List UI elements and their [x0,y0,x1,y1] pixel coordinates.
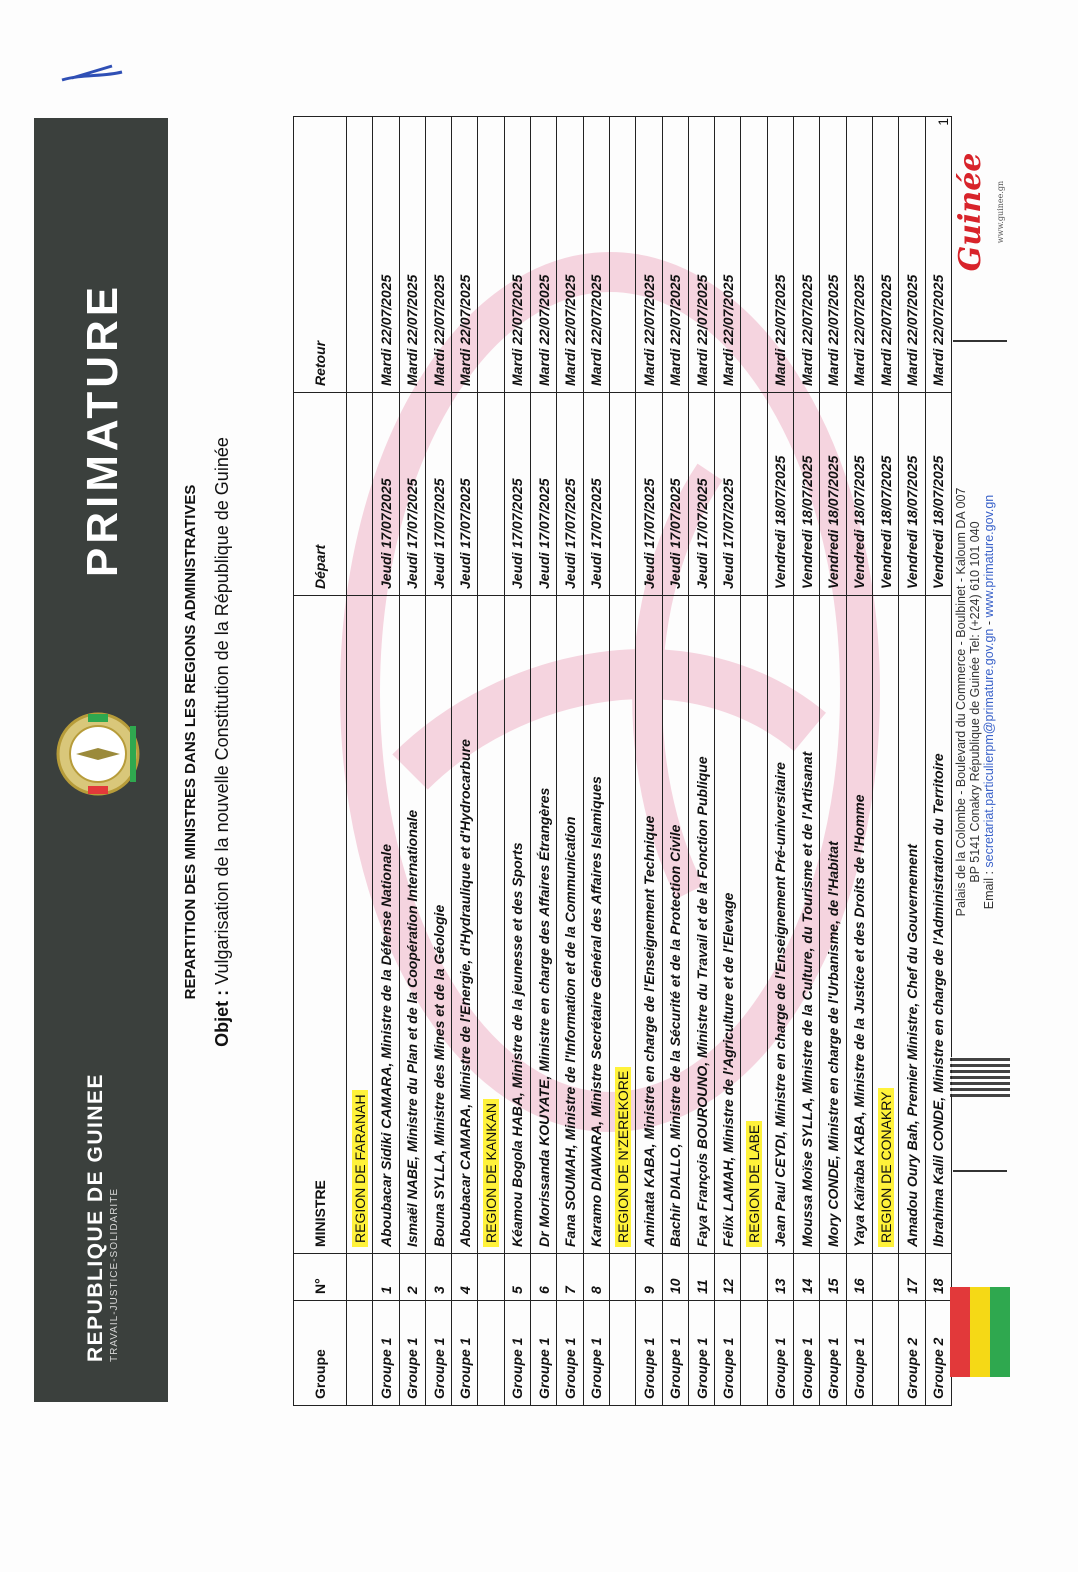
cell-depart: Jeudi 17/07/2025 [425,393,451,596]
table-row [452,117,478,1406]
cell-groupe: Groupe 1 [767,1301,793,1406]
cell-groupe: Groupe 1 [636,1301,662,1406]
cell-num [478,1254,504,1301]
minister-role: Ministre Secrétaire Général des Affaires Islamiques [588,776,605,1118]
table-row [583,117,609,1406]
minister-name: Bouna SYLLA, [430,1149,447,1247]
cell-depart: Vendredi 18/07/2025 [846,393,872,596]
minister-role: Ministre de l'Agriculture et de l'Elevage [719,892,736,1153]
cell-region [347,596,373,1254]
cell-num [741,1254,767,1301]
region-label: REGION DE KANKAN [483,1099,499,1247]
table-row [531,117,557,1406]
cell-depart: Jeudi 17/07/2025 [504,393,530,596]
cell-retour: Mardi 22/07/2025 [688,117,714,393]
office-title: PRIMATURE [78,282,127,578]
cell-region [478,596,504,1254]
cell-groupe: Groupe 1 [399,1301,425,1406]
flag-stripe-green [990,1287,1010,1377]
cell-retour: Mardi 22/07/2025 [925,117,951,393]
cell-num: 9 [636,1254,662,1301]
cell-retour: Mardi 22/07/2025 [767,117,793,393]
cell-groupe: Groupe 1 [452,1301,478,1406]
email-link[interactable]: secretariat.particulierpm@primature.gov.gn [982,628,996,868]
table-header-row [294,117,347,1406]
ministers-table [293,116,952,1406]
cell-ministre [504,596,530,1254]
cell-num: 12 [715,1254,741,1301]
table-row [425,117,451,1406]
table-row [899,117,925,1406]
cell-num: 7 [557,1254,583,1301]
minister-name: Faya François BOUROUNO, [693,1061,710,1247]
cell-num: 6 [531,1254,557,1301]
cell-num [347,1254,373,1301]
cell-depart: Jeudi 17/07/2025 [662,393,688,596]
cell-groupe [609,1301,635,1406]
brand-url: www.guinee.gn [996,180,1005,244]
minister-name: Fana SOUMAH, [562,1144,579,1247]
cell-depart: Jeudi 17/07/2025 [636,393,662,596]
minister-role: Ministre en charge de l'Enseignement Pré-universitaire [772,762,789,1128]
objet-text: Vulgarisation de la nouvelle Constitution de la République de Guinée [212,437,232,985]
cell-retour [347,117,373,393]
cell-num: 11 [688,1254,714,1301]
table-row [662,117,688,1406]
table-row [688,117,714,1406]
cell-depart: Jeudi 17/07/2025 [715,393,741,596]
brand-name: Guinée [953,152,988,272]
cell-retour: Mardi 22/07/2025 [636,117,662,393]
cell-depart [478,393,504,596]
table-row [636,117,662,1406]
region-row [609,117,635,1406]
signature-mark [52,52,132,92]
cell-ministre [399,596,425,1254]
minister-name: Jean Paul CEYDI, [772,1131,789,1247]
minister-name: Yaya Kaïraba KABA, [851,1111,868,1247]
region-row [872,117,898,1406]
cell-depart [609,393,635,596]
cell-groupe [478,1301,504,1406]
cell-ministre [899,596,925,1254]
guinee-brand-logo [953,152,1016,272]
cell-groupe: Groupe 2 [925,1301,951,1406]
minister-name: Bachir DIALLO, [667,1143,684,1247]
minister-role: Ministre de l'Information et de la Communication [562,816,579,1141]
cell-ministre [452,596,478,1254]
footer-address [954,382,996,1022]
footer-separator [953,1170,1007,1172]
minister-role: Ministre de la jeunesse et des Sports [509,842,526,1089]
minister-name: Félix LAMAH, [719,1156,736,1247]
cell-retour [609,117,635,393]
cell-num: 14 [794,1254,820,1301]
cell-groupe: Groupe 1 [504,1301,530,1406]
cell-depart: Vendredi 18/07/2025 [872,393,898,596]
cell-groupe [872,1301,898,1406]
cell-region [609,596,635,1254]
table-row [715,117,741,1406]
minister-role: Ministre en charge de l'Administration du Territoire [930,753,947,1093]
guinea-flag [950,1287,1010,1377]
cell-num: 13 [767,1254,793,1301]
cell-num: 18 [925,1254,951,1301]
cell-ministre [688,596,714,1254]
region-row [741,117,767,1406]
cell-retour: Mardi 22/07/2025 [399,117,425,393]
minister-name: Kéamou Bogola HABA, [509,1092,526,1247]
cell-ministre [715,596,741,1254]
flag-stripe-yellow [970,1287,990,1377]
document-title: REPARTITION DES MINISTRES DANS LES REGIONS ADMINISTRATIVES [182,484,199,1000]
cell-retour: Mardi 22/07/2025 [504,117,530,393]
col-depart: Départ [294,393,347,596]
cell-retour: Mardi 22/07/2025 [899,117,925,393]
minister-name: Amadou Oury Bah, [903,1120,920,1247]
cell-retour: Mardi 22/07/2025 [557,117,583,393]
cell-groupe: Groupe 1 [425,1301,451,1406]
minister-name: Dr Morissanda KOUYATE, [535,1075,552,1247]
cell-retour [741,117,767,393]
cell-retour: Mardi 22/07/2025 [452,117,478,393]
cell-depart: Vendredi 18/07/2025 [899,393,925,596]
region-label: REGION DE LABE [746,1121,762,1247]
minister-name: Mory CONDE, [824,1155,841,1247]
table-row [820,117,846,1406]
minister-role: Ministre en charge de l'Enseignement Technique [640,815,657,1140]
cell-ministre [557,596,583,1254]
cell-depart: Vendredi 18/07/2025 [820,393,846,596]
cell-groupe [347,1301,373,1406]
minister-role: Ministre de l'Energie, d'Hydraulique et d'Hydrocarbure [456,739,473,1100]
cell-groupe: Groupe 1 [583,1301,609,1406]
cell-retour: Mardi 22/07/2025 [425,117,451,393]
table-row [794,117,820,1406]
cell-retour: Mardi 22/07/2025 [583,117,609,393]
footer-separator [953,340,1007,342]
col-num: N° [294,1254,347,1301]
cell-ministre [662,596,688,1254]
cell-ministre [794,596,820,1254]
cell-groupe [741,1301,767,1406]
cell-groupe: Groupe 1 [715,1301,741,1406]
cell-groupe: Groupe 1 [820,1301,846,1406]
cell-depart: Jeudi 17/07/2025 [688,393,714,596]
cell-groupe: Groupe 1 [662,1301,688,1406]
cell-num: 15 [820,1254,846,1301]
cell-retour: Mardi 22/07/2025 [373,117,399,393]
objet-line [212,242,233,1242]
cell-groupe: Groupe 1 [794,1301,820,1406]
cell-retour: Mardi 22/07/2025 [846,117,872,393]
cell-groupe: Groupe 2 [899,1301,925,1406]
cell-num [609,1254,635,1301]
cell-retour: Mardi 22/07/2025 [820,117,846,393]
minister-role: Ministre en charge de l'Urbanisme, de l'Habitat [824,841,841,1152]
region-label: REGION DE CONAKRY [878,1088,894,1247]
minister-role: Ministre de la Justice et des Droits de l'Homme [851,794,868,1108]
col-groupe: Groupe [294,1301,347,1406]
cell-num: 3 [425,1254,451,1301]
cell-depart: Jeudi 17/07/2025 [557,393,583,596]
region-label: REGION DE N'ZEREKORE [615,1067,631,1247]
cell-num: 10 [662,1254,688,1301]
minister-role: Ministre des Mines et de la Géologie [430,904,447,1146]
cell-depart: Jeudi 17/07/2025 [452,393,478,596]
cell-region [741,596,767,1254]
minister-role: Ministre de la Sécurité et de la Protection Civile [667,824,684,1140]
cell-ministre [531,596,557,1254]
table-row [504,117,530,1406]
cell-depart [741,393,767,596]
cell-retour: Mardi 22/07/2025 [531,117,557,393]
cell-region [872,596,898,1254]
cell-depart: Vendredi 18/07/2025 [794,393,820,596]
minister-name: Aboubacar CAMARA, [456,1103,473,1247]
cell-ministre [925,596,951,1254]
cell-depart [347,393,373,596]
region-row [347,117,373,1406]
cell-retour: Mardi 22/07/2025 [662,117,688,393]
cell-ministre [425,596,451,1254]
motto: TRAVAIL-JUSTICE-SOLIDARITE [109,1188,120,1362]
region-row [478,117,504,1406]
minister-role: Ministre du Plan et de la Coopération Internationale [404,809,421,1153]
address-line-2: BP 5141 Conakry République de Guinée Tel: (+224) 610 101 040 [968,521,982,883]
minister-name: Aboubacar Sidiki CAMARA, [377,1062,394,1247]
cell-depart: Vendredi 18/07/2025 [767,393,793,596]
col-retour: Retour [294,117,347,393]
cell-ministre [767,596,793,1254]
col-ministre: MINISTRE [294,596,347,1254]
cell-depart: Jeudi 17/07/2025 [373,393,399,596]
address-line-1: Palais de la Colombe - Boulevard du Commerce - Boulbinet - Kaloum DA 007 [954,487,968,917]
cell-num: 2 [399,1254,425,1301]
minister-role: Premier Ministre, Chef du Gouvernement [903,844,920,1117]
table-row [373,117,399,1406]
cell-depart: Jeudi 17/07/2025 [583,393,609,596]
cell-depart: Jeudi 17/07/2025 [399,393,425,596]
email-label: Email : [982,871,996,910]
cell-groupe: Groupe 1 [557,1301,583,1406]
cell-groupe: Groupe 1 [373,1301,399,1406]
cell-retour: Mardi 22/07/2025 [794,117,820,393]
cell-groupe: Groupe 1 [531,1301,557,1406]
cell-retour [478,117,504,393]
qr-code [950,1057,1010,1097]
cell-num: 8 [583,1254,609,1301]
republic-name: REPUBLIQUE DE GUINEE [84,1072,107,1362]
cell-num [872,1254,898,1301]
coat-of-arms-emblem [48,704,148,804]
table-row [846,117,872,1406]
minister-role: Ministre de la Culture, du Tourisme et de l'Artisanat [798,751,815,1094]
cell-depart: Vendredi 18/07/2025 [925,393,951,596]
table-row [399,117,425,1406]
minister-name: Ismaël NABE, [404,1155,421,1247]
page-number: 1 [935,118,951,126]
minister-name: Moussa Moïse SYLLA, [798,1097,815,1247]
minister-name: Aminata KABA, [640,1143,657,1247]
cell-ministre [820,596,846,1254]
table-row [557,117,583,1406]
minister-role: Ministre en charge des Affaires Étrangères [535,787,552,1072]
cell-ministre [583,596,609,1254]
website-link[interactable]: www.primature.gov.gn [982,494,996,618]
cell-ministre [636,596,662,1254]
cell-retour: Mardi 22/07/2025 [872,117,898,393]
table-row [925,117,951,1406]
cell-depart: Jeudi 17/07/2025 [531,393,557,596]
cell-num: 16 [846,1254,872,1301]
cell-groupe: Groupe 1 [846,1301,872,1406]
cell-num: 5 [504,1254,530,1301]
flag-stripe-red [950,1287,970,1377]
region-label: REGION DE FARANAH [352,1090,368,1247]
minister-role: Ministre de la Défense Nationale [377,844,394,1059]
minister-name: Karamo DIAWARA, [588,1120,605,1247]
cell-num: 4 [452,1254,478,1301]
minister-name: Ibrahima Kalil CONDE, [930,1096,947,1247]
table-row [767,117,793,1406]
minister-role: Ministre du Travail et de la Fonction Publique [693,756,710,1058]
cell-num: 1 [373,1254,399,1301]
cell-ministre [373,596,399,1254]
cell-groupe: Groupe 1 [688,1301,714,1406]
cell-retour: Mardi 22/07/2025 [715,117,741,393]
contact-line: Email : secretariat.particulierpm@primature.gov.gn - www.primature.gov.gn [982,494,996,910]
table-body [347,117,952,1406]
cell-num: 17 [899,1254,925,1301]
cell-ministre [846,596,872,1254]
republic-title [84,1073,120,1362]
objet-label: Objet : [212,989,232,1047]
